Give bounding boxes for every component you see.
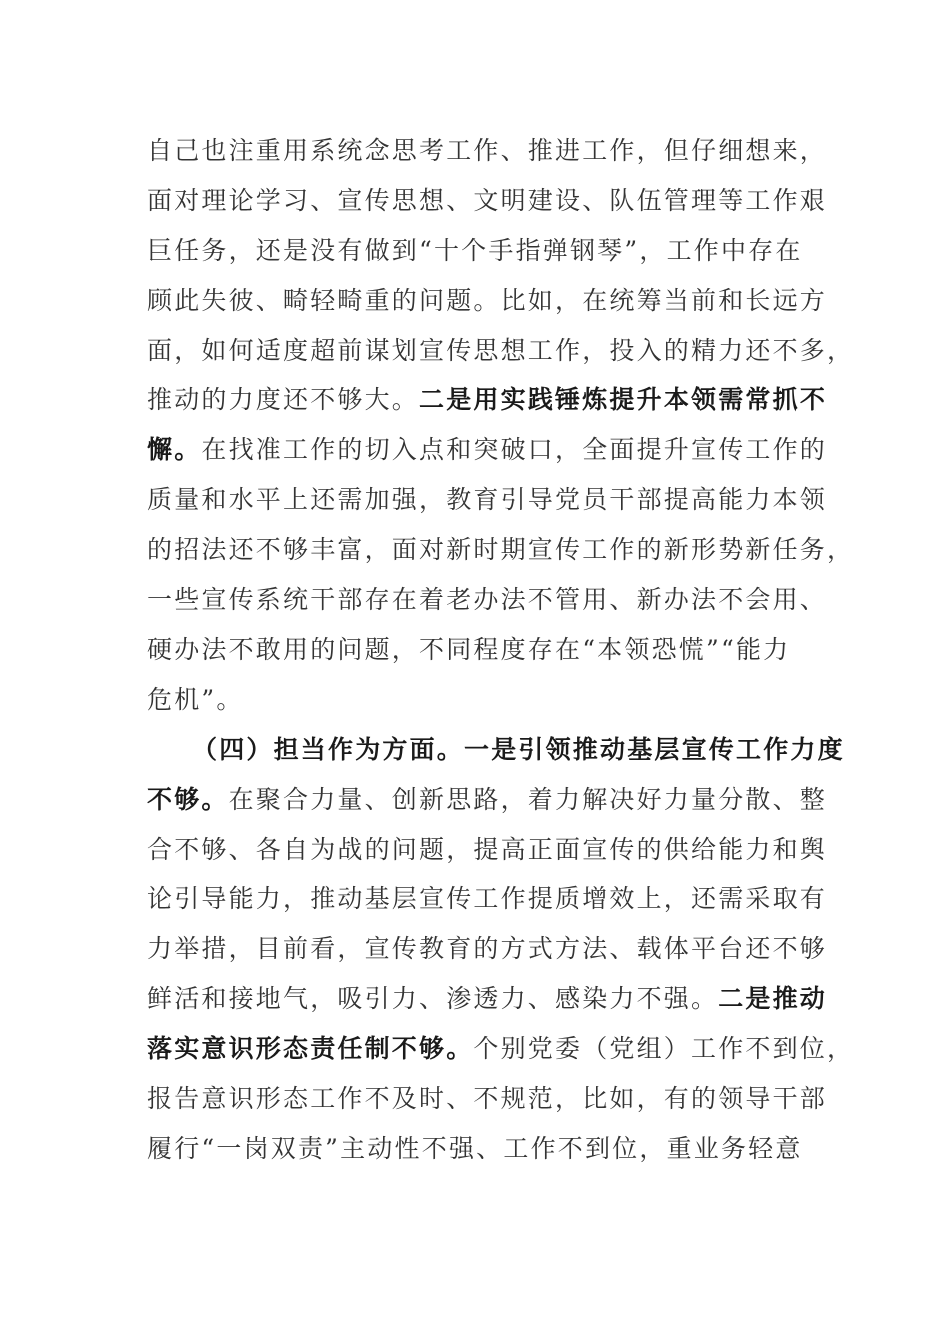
text-segment: 论引导能力，推动基层宣传工作提质增效上，还需采取有 [147, 884, 828, 913]
text-segment: 鲜活和接地气，吸引力、渗透力、感染力不强。 [147, 984, 719, 1013]
text-segment: 报告意识形态工作不及时、不规范，比如，有的领导干部 [147, 1084, 828, 1113]
text-segment: 个别党委（党组）工作不到位， [473, 1034, 855, 1063]
text-segment: 自己也注重用系统念思考工作、推进工作，但仔细想来， [147, 136, 828, 165]
text-segment: 顾此失彼、畸轻畸重的问题。比如，在统筹当前和长远方 [147, 286, 828, 315]
text-line [147, 830, 827, 870]
text-line [147, 380, 827, 420]
text-segment: 的招法还不够丰富，面对新时期宣传工作的新形势新任务， [147, 535, 855, 564]
text-line [147, 131, 827, 171]
text-line [147, 879, 827, 919]
text-segment: 质量和水平上还需加强，教育引导党员干部提高能力本领 [147, 485, 828, 514]
text-line [147, 430, 827, 470]
text-line [147, 780, 827, 820]
bold-heading-segment: （四）担当作为方面。一是引领推动基层宣传工作力度 [192, 735, 845, 764]
text-line [147, 181, 827, 221]
text-line [147, 630, 790, 670]
bold-heading-segment: 二是用实践锤炼提升本领需常抓不 [419, 385, 828, 414]
text-segment: 一些宣传系统干部存在着老办法不管用、新办法不会用、 [147, 585, 828, 614]
text-segment: 推动的力度还不够大。 [147, 385, 420, 414]
text-line [147, 1079, 827, 1119]
text-line [147, 231, 803, 271]
text-segment: 在聚合力量、创新思路，着力解决好力量分散、整 [228, 785, 828, 814]
text-segment: 在找准工作的切入点和突破口，全面提升宣传工作的 [201, 435, 828, 464]
text-line [147, 680, 244, 720]
text-segment: 履行“一岗双责”主动性不强、工作不到位，重业务轻意 [147, 1134, 803, 1163]
text-segment: 合不够、各自为战的问题，提高正面宣传的供给能力和舆 [147, 835, 828, 864]
bold-heading-segment: 懈。 [147, 435, 202, 464]
text-line [147, 331, 854, 371]
text-line [147, 1129, 803, 1169]
text-segment: 面，如何适度超前谋划宣传思想工作，投入的精力还不多， [147, 336, 855, 365]
bold-heading-segment: 二是推动 [718, 984, 828, 1013]
bold-heading-segment: 落实意识形态责任制不够。 [147, 1034, 474, 1063]
text-line [147, 580, 827, 620]
text-line [147, 530, 854, 570]
text-line [147, 979, 827, 1019]
text-segment: 巨任务，还是没有做到“十个手指弹钢琴”，工作中存在 [147, 236, 803, 265]
text-segment: 危机”。 [147, 685, 244, 714]
text-segment: 硬办法不敢用的问题，不同程度存在“本领恐慌”“能力 [147, 635, 791, 664]
text-line [147, 480, 827, 520]
text-line [147, 281, 827, 321]
text-segment: 力举措，目前看，宣传教育的方式方法、载体平台还不够 [147, 934, 828, 963]
text-line [147, 929, 827, 969]
text-segment: 面对理论学习、宣传思想、文明建设、队伍管理等工作艰 [147, 186, 828, 215]
section-heading-line [192, 730, 845, 770]
bold-heading-segment: 不够。 [147, 785, 229, 814]
text-line [147, 1029, 854, 1069]
